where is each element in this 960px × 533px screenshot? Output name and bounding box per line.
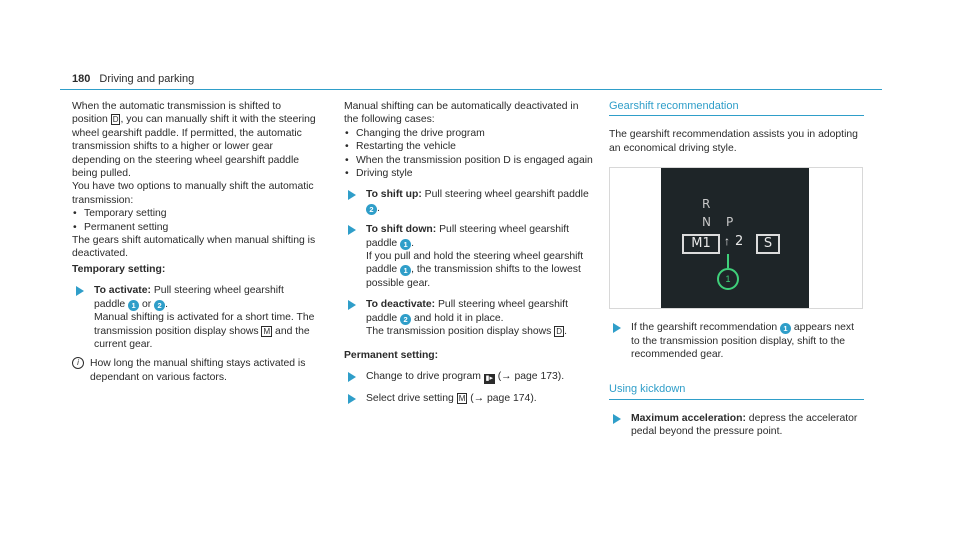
activate-step: To activate: Pull steering wheel gearshift paddle 1 or 2 . Manual shifting is activated for a short time. The transmission position display shows M and the current gear. bbox=[72, 284, 317, 351]
cases-list bbox=[344, 127, 594, 181]
permanent-heading: Permanent setting: bbox=[344, 349, 439, 361]
recommendation-paragraph: The gearshift recommendation assists you in adopting an economical driving style. bbox=[609, 129, 858, 154]
step-arrow-icon bbox=[613, 323, 621, 333]
list-item: • When the transmission position D is engaged again bbox=[344, 154, 594, 167]
step-arrow-icon bbox=[348, 300, 356, 310]
gear-r: R bbox=[702, 197, 711, 212]
gearshift-recommendation-title: Gearshift recommendation bbox=[609, 100, 864, 116]
list-item: • Changing the drive program bbox=[344, 127, 594, 140]
callout-2-icon: 2 bbox=[154, 300, 165, 311]
position-d-icon: D bbox=[112, 115, 119, 125]
callout-1-icon: 1 bbox=[128, 300, 139, 311]
kickdown-title: Using kickdown bbox=[609, 383, 864, 399]
gearshift-figure bbox=[609, 167, 863, 309]
gear-s: S bbox=[756, 234, 780, 254]
step-arrow-icon bbox=[613, 414, 621, 424]
callout-1-icon: 1 bbox=[780, 323, 791, 334]
section-title: Driving and parking bbox=[99, 73, 195, 85]
callout-1-icon: 1 bbox=[400, 265, 411, 276]
page-number: 180 bbox=[72, 73, 91, 85]
position-d-icon: D bbox=[556, 327, 563, 337]
options-intro: You have two options to manually shift the automatic transmission: bbox=[72, 181, 314, 206]
callout-1-icon: 1 bbox=[717, 268, 739, 290]
temporary-heading: Temporary setting: bbox=[72, 263, 166, 275]
callout-2-icon: 2 bbox=[366, 204, 377, 215]
permanent-step-2: Select drive setting M (→ page 174). bbox=[344, 392, 594, 405]
step-arrow-icon bbox=[348, 225, 356, 235]
step-arrow-icon bbox=[76, 286, 84, 296]
gear-2: 2 bbox=[735, 234, 744, 250]
intro-paragraph: When the automatic transmission is shifted to position D , you can manually shift it with the steering wheel gearshift paddle. If permitted, the automatic transmission shifts to a higher or lower gear depending on the steering wheel gearshift paddle being pulled. bbox=[72, 101, 316, 180]
list-item: • Restarting the vehicle bbox=[344, 140, 594, 153]
options-list bbox=[72, 207, 317, 234]
list-item: • Temporary setting bbox=[72, 207, 317, 220]
column-1 bbox=[72, 100, 317, 384]
column-2 bbox=[344, 100, 594, 405]
auto-deactivation-paragraph: Manual shifting can be automatically deactivated in the following cases: bbox=[344, 101, 579, 126]
shift-up-step: To shift up: Pull steering wheel gearshift paddle 2 . bbox=[344, 188, 594, 215]
deactivate-step: To deactivate: Pull steering wheel gearshift paddle 2 and hold it in place. The transmission position display shows D . bbox=[344, 298, 594, 338]
gear-m1: M1 bbox=[682, 234, 720, 254]
list-item: • Driving style bbox=[344, 167, 594, 180]
header-rule bbox=[60, 89, 882, 90]
gear-n: N bbox=[702, 215, 711, 230]
gear-p: P bbox=[726, 215, 734, 230]
column-3 bbox=[609, 100, 864, 439]
recommendation-step: If the gearshift recommendation 1 appears next to the transmission position display, shift to the recommended gear. bbox=[609, 321, 864, 361]
up-arrow-icon: ↑ bbox=[724, 234, 730, 249]
shift-down-step: To shift down: Pull steering wheel gearshift paddle 1 . If you pull and hold the steering wheel gearshift paddle 1 , the transmission shifts to the lowest possible gear. bbox=[344, 223, 594, 290]
callout-1-icon: 1 bbox=[400, 239, 411, 250]
callout-2-icon: 2 bbox=[400, 314, 411, 325]
list-item: • Permanent setting bbox=[72, 221, 317, 234]
position-m-icon: M bbox=[263, 326, 271, 336]
step-arrow-icon bbox=[348, 372, 356, 382]
info-note: i How long the manual shifting stays activated is dependant on various factors. bbox=[72, 357, 317, 384]
permanent-step-1: Change to drive program ▮▸ (→ page 173). bbox=[344, 370, 594, 384]
step-arrow-icon bbox=[348, 394, 356, 404]
manual-program-icon: ▮▸ bbox=[485, 374, 494, 382]
kickdown-step: Maximum acceleration: depress the accelerator pedal beyond the pressure point. bbox=[609, 412, 864, 439]
display-panel bbox=[661, 168, 809, 308]
info-icon: i bbox=[72, 357, 84, 369]
callout-line bbox=[727, 254, 729, 268]
step-arrow-icon bbox=[348, 190, 356, 200]
position-m-icon: M bbox=[458, 393, 466, 403]
page-header bbox=[72, 73, 194, 86]
deactivated-paragraph: The gears shift automatically when manual shifting is deactivated. bbox=[72, 235, 316, 260]
